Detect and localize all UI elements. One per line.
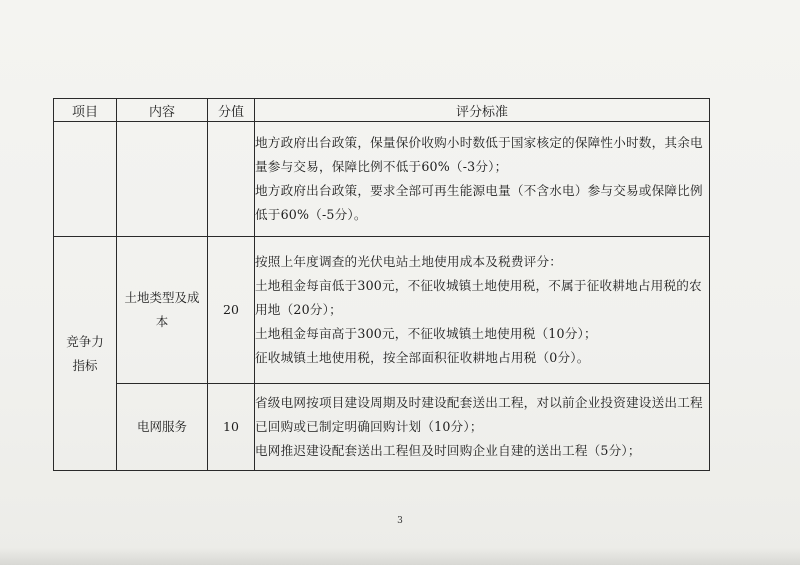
row2-content: 土地类型及成本 (117, 237, 208, 384)
table-row (54, 122, 710, 237)
row3-criteria (255, 384, 710, 471)
row1-score (208, 122, 255, 237)
criteria-text: 按照上年度调查的光伏电站土地使用成本及税费评分： (255, 254, 563, 269)
competitiveness-indicator-label: 竞争力指标 (54, 237, 117, 471)
criteria-text: 土地租金每亩高于300元，不征收城镇土地使用税（10分）； (255, 326, 597, 341)
header-content: 内容 (117, 99, 208, 122)
criteria-text: 土地租金每亩低于300元，不征收城镇土地使用税，不属于征收耕地占用税的农用地（20分）； (255, 278, 702, 317)
table-header-row (54, 99, 710, 122)
criteria-text: 地方政府出台政策，保量保价收购小时数低于国家核定的保障性小时数，其余电量参与交易，保障比例不低于60%（-3分）； (255, 135, 703, 174)
criteria-text: 电网推迟建设配套送出工程但及时回购企业自建的送出工程（5分）； (255, 443, 641, 458)
page-number: 3 (397, 516, 403, 526)
row1-criteria (255, 122, 710, 237)
header-score: 分值 (208, 99, 255, 122)
row2-criteria (255, 237, 710, 384)
criteria-text: 省级电网按项目建设周期及时建设配套送出工程，对以前企业投资建设送出工程已回购或已制定明确回购计划（10分）； (255, 395, 703, 434)
row1-content (117, 122, 208, 237)
scan-edge (0, 548, 800, 565)
row3-content: 电网服务 (117, 384, 208, 471)
row3-score: 10 (208, 384, 255, 471)
criteria-text: 地方政府出台政策，要求全部可再生能源电量（不含水电）参与交易或保障比例低于60%（-5分）。 (255, 183, 703, 222)
header-item: 项目 (54, 99, 117, 122)
row2-score: 20 (208, 237, 255, 384)
header-criteria: 评分标准 (255, 99, 710, 122)
table-row (54, 237, 710, 384)
criteria-text: 征收城镇土地使用税，按全部面积征收耕地占用税（0分）。 (255, 350, 590, 365)
scoring-table (53, 98, 710, 471)
row1-item (54, 122, 117, 237)
table-row (54, 384, 710, 471)
